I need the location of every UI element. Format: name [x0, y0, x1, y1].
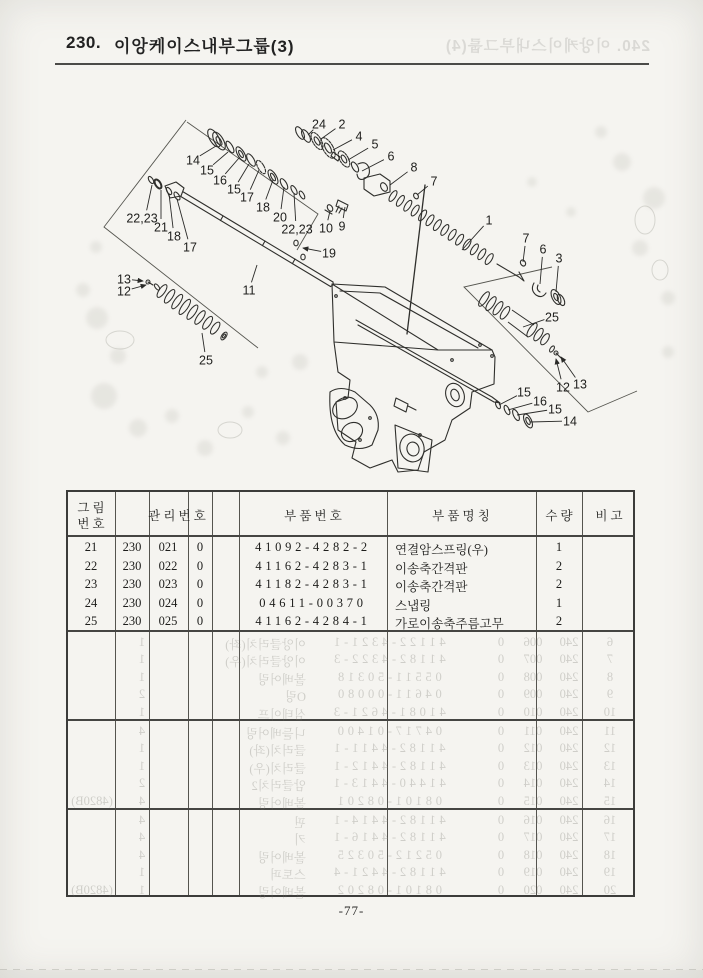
table-cell: 8 — [606, 669, 614, 684]
page-title: 이앙케이스내부그룹(3) — [114, 37, 295, 56]
callout-label: 12 — [117, 284, 131, 299]
table-cell: 0 — [497, 847, 505, 862]
callout-label: 15 — [517, 385, 531, 400]
table-cell: 230 — [122, 558, 142, 573]
table-cell: 2 — [555, 558, 563, 573]
table-cell: 0 — [497, 704, 505, 719]
callout-label: 25 — [545, 310, 559, 325]
table-cell: 009 — [523, 687, 543, 702]
table-cell: 0 — [497, 724, 505, 738]
callout-label: 24 — [312, 117, 326, 132]
table-cell: 볼베어링 — [257, 796, 306, 811]
table-cell: 이앙클러치(좌) — [225, 638, 306, 652]
table-cell: 4 — [138, 847, 146, 862]
table-cell: 1 — [138, 865, 146, 880]
table-header-line — [68, 535, 633, 537]
table-cell: 240 — [559, 847, 579, 862]
table-cell: 18 — [603, 847, 617, 862]
table-cell: 4 — [138, 830, 146, 845]
table-cell: 1 — [138, 758, 146, 773]
table-cell: 0 — [497, 865, 505, 880]
table-cell: 240 — [559, 741, 579, 756]
table-cell: 230 — [122, 614, 142, 629]
table-cell: 05212-50325 — [334, 847, 442, 862]
table-cell: 1 — [555, 540, 563, 554]
table-cell: 0 — [196, 558, 204, 573]
table-cell: 0 — [497, 741, 505, 756]
table-cell: 24 — [84, 595, 98, 610]
table-cell: 0 — [497, 882, 505, 897]
table-cell: 볼베어링 — [257, 672, 306, 687]
table-cell: 0 — [196, 540, 204, 554]
table-cell: 023 — [158, 577, 178, 592]
table-cell: 1 — [555, 595, 563, 610]
table-cell: 2 — [555, 577, 563, 592]
callout-label: 13 — [573, 377, 587, 392]
table-cell: 볼베어링 — [257, 850, 306, 865]
table-cell: 230 — [122, 595, 142, 610]
callout-label: 22,23 — [281, 222, 313, 237]
callout-label: 19 — [322, 246, 336, 261]
ghost-title-bleedthrough: 240. 이앙케이스내부그룹(4) — [444, 38, 650, 55]
table-cell: 240 — [559, 882, 579, 897]
table-cell: 41182-4416-1 — [330, 830, 446, 845]
table-cell: 1 — [138, 741, 146, 756]
callout-label: 12 — [556, 380, 570, 395]
table-cell: 230 — [122, 540, 142, 554]
table-cell: 006 — [523, 635, 543, 649]
table-cell: 19 — [603, 865, 617, 880]
table-cell: 0 — [497, 669, 505, 684]
table-cell: 41182-4421-4 — [330, 865, 446, 880]
table-cell: 0 — [497, 793, 505, 808]
table-cell: 키 — [293, 833, 306, 848]
table-cell: 022 — [158, 558, 178, 573]
table-cell: 0 — [196, 577, 204, 592]
table-cell: 013 — [523, 758, 543, 773]
table-cell: 240 — [559, 865, 579, 880]
table-cell: 0 — [497, 635, 505, 649]
table-cell: 010 — [523, 704, 543, 719]
table-cell: 019 — [523, 865, 543, 880]
table-cell: 04611-00370 — [259, 595, 367, 610]
callout-label: 2 — [338, 117, 346, 132]
table-cell: 6 — [606, 635, 614, 649]
table-cell: 1 — [138, 635, 146, 649]
table-cell: 0 — [497, 758, 505, 773]
table-cell: 240 — [559, 687, 579, 702]
table-cell: 4 — [138, 813, 146, 827]
table-cell: 17 — [603, 830, 617, 845]
callout-label: 6 — [387, 149, 395, 164]
table-cell: 0 — [196, 595, 204, 610]
table-cell: 9 — [606, 687, 614, 702]
callout-label: 7 — [430, 174, 438, 189]
table-cell: 이송축간격판 — [395, 561, 468, 576]
table-cell: 016 — [523, 813, 543, 827]
table-cell: 심테이프 — [257, 707, 306, 722]
table-cell: 41182-4414-1 — [330, 813, 446, 827]
table-cell: 007 — [523, 652, 543, 667]
table-cell: 018 — [523, 847, 543, 862]
callout-label: 4 — [355, 129, 363, 144]
table-cell: 4 — [138, 724, 146, 738]
ghost-rows-bleedthrough — [68, 722, 633, 811]
table-cell: 05511-50318 — [334, 669, 442, 684]
table-cell: 22 — [84, 558, 98, 573]
table-cell: 04611-00080 — [334, 687, 442, 702]
callout-label: 16 — [213, 173, 227, 188]
callout-label: 5 — [371, 137, 379, 152]
table-cell: 15 — [603, 793, 617, 808]
callout-label: 14 — [186, 153, 200, 168]
table-cell: 020 — [523, 882, 543, 897]
table-cell: 014 — [523, 776, 543, 791]
callout-label: 11 — [242, 283, 256, 298]
table-cell: 240 — [559, 704, 579, 719]
table-cell: 1 — [138, 652, 146, 667]
table-cell: (4820B) — [71, 882, 113, 897]
table-cell: 08101-08202 — [334, 882, 442, 897]
worm-shaft-and-bellows — [153, 189, 555, 353]
table-cell: 240 — [559, 669, 579, 684]
table-cell: 240 — [559, 652, 579, 667]
table-cell: 240 — [559, 635, 579, 649]
table-cell: 클러치(우) — [249, 761, 306, 776]
table-cell: 0 — [497, 652, 505, 667]
callout-label: 18 — [167, 229, 181, 244]
table-cell: 스토퍼 — [269, 868, 306, 883]
table-cell: 스냅링 — [395, 598, 432, 613]
callout-label: 9 — [338, 219, 346, 234]
table-cell: 2 — [138, 776, 146, 791]
callout-label: 17 — [183, 240, 197, 255]
callout-label: 14 — [563, 414, 577, 429]
table-cell: 2 — [555, 614, 563, 629]
table-cell: 41182-4283-1 — [255, 577, 371, 592]
table-cell: 41440-4413-1 — [330, 776, 446, 791]
table-cell: O링 — [284, 690, 306, 705]
table-cell: 41182-4412-1 — [330, 758, 446, 773]
table-cell: 볼베어링 — [257, 885, 306, 900]
table-cell: 12 — [603, 741, 617, 756]
page-number: -77- — [338, 903, 365, 918]
table-cell: 41081-4621-3 — [330, 704, 446, 719]
table-cell: 0 — [196, 614, 204, 629]
table-cell: 니들베어링 — [245, 727, 306, 741]
table-cell: 008 — [523, 669, 543, 684]
table-cell: 23 — [84, 577, 98, 592]
table-cell: 41182-4322-3 — [330, 652, 446, 667]
table-cell: 012 — [523, 741, 543, 756]
callout-label: 3 — [555, 251, 563, 266]
table-cell: 25 — [84, 614, 98, 629]
table-cell: 021 — [158, 540, 178, 554]
callout-label: 15 — [227, 182, 241, 197]
table-cell: 240 — [559, 758, 579, 773]
callout-label: 21 — [154, 220, 168, 235]
callout-label: 16 — [533, 394, 547, 409]
table-cell: 015 — [523, 793, 543, 808]
callout-label: 7 — [522, 231, 530, 246]
callout-label: 20 — [273, 210, 287, 225]
table-cell: 0 — [497, 687, 505, 702]
table-cell: 21 — [84, 540, 98, 554]
table-cell: 240 — [559, 776, 579, 791]
header-mgmt-no: 관 리 번 호 — [148, 509, 206, 523]
table-cell: 017 — [523, 830, 543, 845]
table-cell: 0 — [497, 776, 505, 791]
table-cell: 240 — [559, 830, 579, 845]
callout-label: 10 — [319, 221, 333, 236]
table-cell: 20 — [603, 882, 617, 897]
table-section-line — [68, 630, 633, 632]
callout-label: 1 — [485, 213, 493, 228]
table-cell: 16 — [603, 813, 617, 827]
callout-label: 22,23 — [126, 211, 158, 226]
header-part-name: 부 품 명 칭 — [432, 509, 490, 523]
table-cell: 4 — [138, 793, 146, 808]
header-fig-no: 번 호 — [77, 517, 105, 531]
callout-label: 8 — [410, 160, 418, 175]
table-cell: 024 — [158, 595, 178, 610]
table-cell: 핀 — [293, 816, 306, 830]
table-cell: 2 — [138, 687, 146, 702]
table-cell: 0 — [497, 830, 505, 845]
scan-edge-band — [0, 970, 703, 978]
table-cell: 연결암스프링(우) — [395, 543, 488, 557]
table-cell: 41092-4282-2 — [255, 540, 371, 554]
table-cell: 0 — [497, 813, 505, 827]
table-cell: 240 — [559, 724, 579, 738]
callout-label: 6 — [539, 242, 547, 257]
table-cell: 이송축간격판 — [395, 580, 468, 595]
table-cell: 암클러치2 — [251, 779, 306, 794]
table-cell: 가로이송축주름고무 — [395, 617, 504, 632]
ghost-rows-bleedthrough — [68, 633, 633, 722]
table-cell: 41182-4411-1 — [330, 741, 446, 756]
part-number-callouts — [117, 118, 587, 429]
table-cell: 240 — [559, 793, 579, 808]
table-cell: 011 — [523, 724, 543, 738]
table-cell: 11 — [603, 724, 617, 738]
callout-label: 13 — [117, 272, 131, 287]
header-fig-no: 그 림 — [77, 501, 105, 515]
table-cell: 41122-4321-1 — [330, 635, 446, 649]
table-cell: 1 — [138, 882, 146, 897]
callout-label: 15 — [200, 163, 214, 178]
construction-lines — [104, 117, 637, 412]
callout-label: 15 — [548, 402, 562, 417]
table-cell: 04717-01400 — [334, 724, 442, 738]
table-cell: 14 — [603, 776, 617, 791]
callout-label: 18 — [256, 200, 270, 215]
table-cell: (4820B) — [71, 793, 113, 808]
header-note: 비 고 — [595, 509, 623, 523]
table-cell: 클러치(좌) — [249, 744, 306, 759]
ghost-rows-bleedthrough — [68, 811, 633, 900]
table-cell: 025 — [158, 614, 178, 629]
table-cell: 13 — [603, 758, 617, 773]
table-cell: 08101-08201 — [334, 793, 442, 808]
callout-label: 17 — [240, 190, 254, 205]
table-cell: 41162-4284-1 — [255, 614, 371, 629]
callout-label: 25 — [199, 353, 213, 368]
table-cell: 1 — [138, 704, 146, 719]
section-number: 230. — [66, 33, 102, 52]
table-cell: 7 — [606, 652, 614, 667]
table-cell: 이앙클러치(우) — [225, 655, 306, 670]
table-cell: 10 — [603, 704, 617, 719]
header-qty: 수 량 — [545, 509, 573, 523]
table-cell: 1 — [138, 669, 146, 684]
table-cell: 240 — [559, 813, 579, 827]
parts-table — [66, 490, 635, 900]
header-part-no: 부 품 번 호 — [284, 509, 342, 523]
table-cell: 230 — [122, 577, 142, 592]
table-cell: 41162-4283-1 — [255, 558, 371, 573]
